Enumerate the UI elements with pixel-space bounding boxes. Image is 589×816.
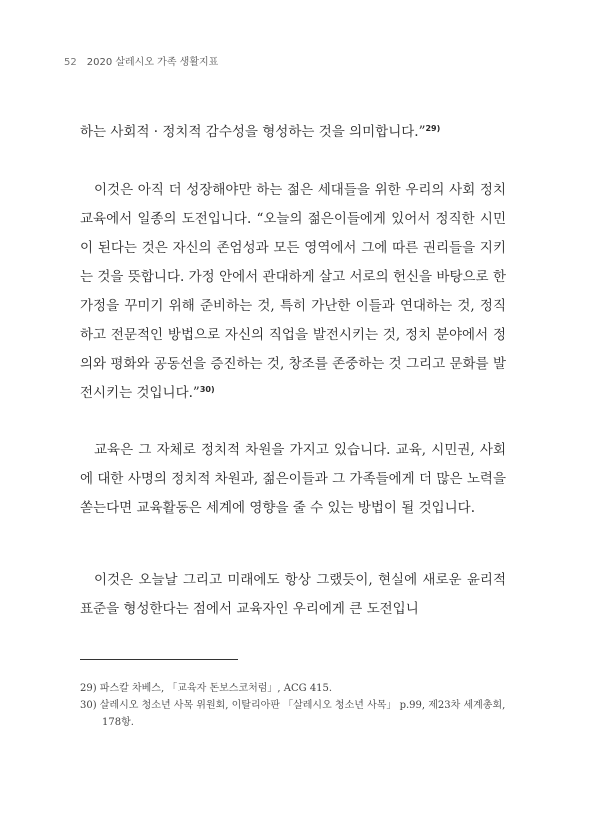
paragraph-3-text: 교육은 그 자체로 정치적 차원을 가지고 있습니다. 교육, 시민권, 사회에 대한 사명의 정치적 차원과, 젊은이들과 그 가족들에게 더 많은 노력을 쏟는다면 교육활동은 세계에 영향을 줄 수 있는 방법이 될 것입니다. [80, 442, 506, 516]
paragraph-2-text: 이것은 아직 더 성장해야만 하는 젊은 세대들을 위한 우리의 사회 정치 교육에서 일종의 도전입니다. “오늘의 젊은이들에게 있어서 정직한 시민이 된다는 것은 자신의 존엄성과 모든 영역에서 그에 따른 권리들을 지키는 것을 뜻합니다. 가정 안에서 관대하게 살고 서로의 헌신을 바탕으로 한 가정을 꾸미기 위해 준비하는 것, 특히 가난한 이들과 연대하는 것, 정직하고 전문적인 방법으로 자신의 직업을 발전시키는 것, 정치 분야에서 정의와 평화와 공동선을 증진하는 것, 창조를 존중하는 것 그리고 문화를 발전시키는 것입니다.” [80, 182, 506, 401]
paragraph-1 [80, 118, 506, 147]
paragraph-4-text: 이것은 오늘날 그리고 미래에도 항상 그랬듯이, 현실에 새로운 윤리적 표준을 형성한다는 점에서 교육자인 우리에게 큰 도전입니 [80, 572, 506, 617]
paragraph-2 [80, 176, 506, 408]
footnote-ref-30: 30) [199, 385, 215, 394]
paragraph-3 [80, 436, 506, 523]
paragraph-1-text: 하는 사회적 · 정치적 감수성을 형성하는 것을 의미합니다.” [80, 124, 426, 140]
footnote-30: 30) 살레시오 청소년 사목 위원회, 이탈리아판 「살레시오 청소년 사목」 p.99, 제23차 세계총회, 178항. [80, 700, 506, 728]
page-number: 52 [64, 57, 77, 68]
running-header [64, 53, 218, 68]
footnote-ref-29: 29) [425, 124, 441, 133]
running-title: 2020 살레시오 가족 생활지표 [86, 57, 219, 68]
footnote-29: 29) 파스칼 차베스, 「교육자 돈보스코처럼」, ACG 415. [80, 683, 333, 694]
paragraph-4 [80, 566, 506, 624]
footnote-divider [80, 659, 238, 660]
footnotes [80, 680, 510, 731]
